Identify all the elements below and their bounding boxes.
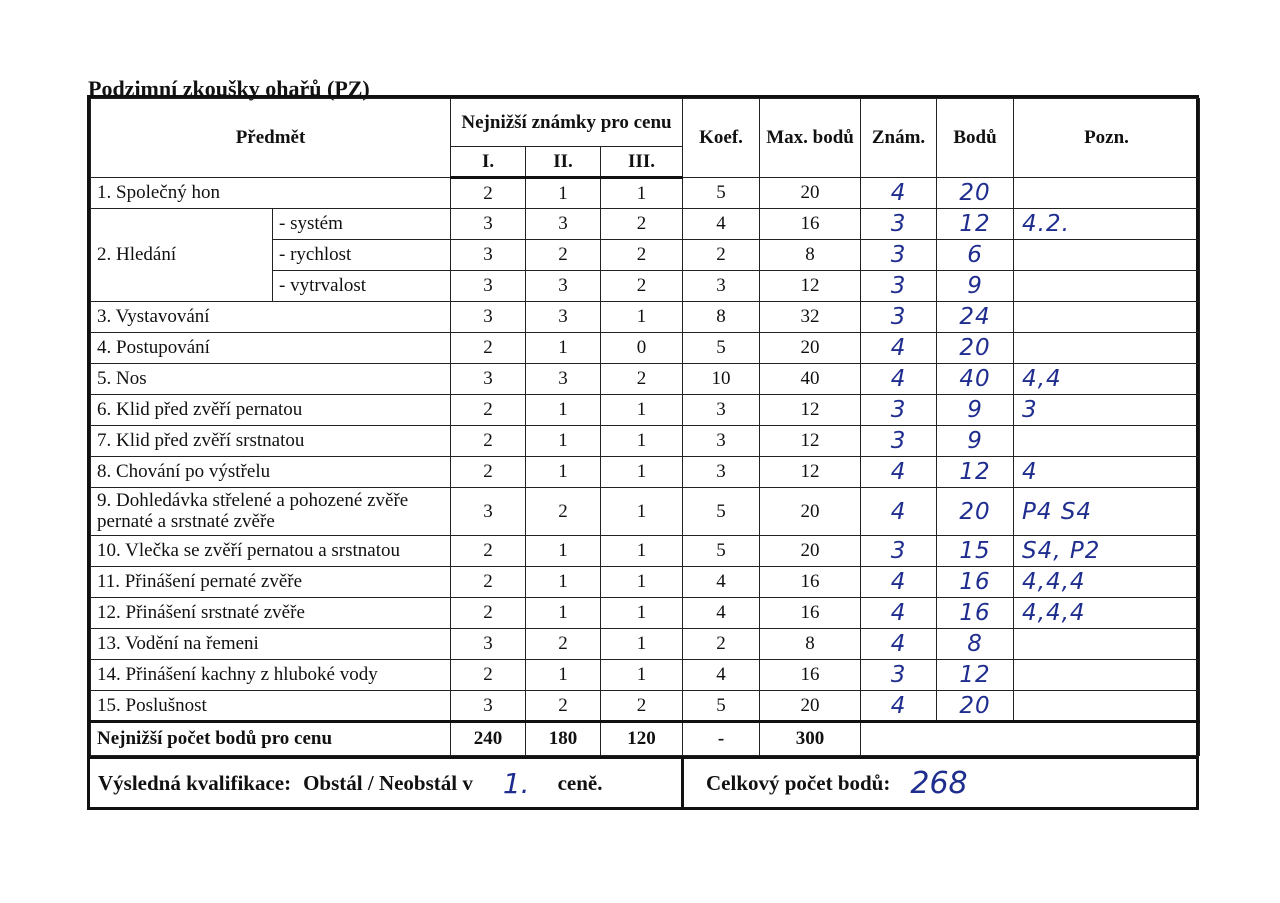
- cell-max: 8: [760, 629, 861, 660]
- row-subname: - vytrvalost: [273, 271, 451, 302]
- cell-pozn: 4,4: [1014, 364, 1200, 395]
- cell-max: 20: [760, 333, 861, 364]
- table-row: [91, 488, 1200, 536]
- cell-max: 12: [760, 457, 861, 488]
- summary-cena-2: 180: [526, 722, 601, 756]
- total-value: 268: [910, 765, 968, 801]
- cell-cena-1: 2: [451, 333, 526, 364]
- cell-cena-3: 1: [601, 629, 683, 660]
- cell-max: 16: [760, 660, 861, 691]
- cell-cena-1: 3: [451, 240, 526, 271]
- cell-znam: 4: [861, 364, 937, 395]
- summary-max: 300: [760, 722, 861, 756]
- summary-cena-3: 120: [601, 722, 683, 756]
- table-row: [91, 209, 1200, 240]
- cell-max: 16: [760, 567, 861, 598]
- cell-cena-3: 2: [601, 240, 683, 271]
- cell-cena-2: 1: [526, 660, 601, 691]
- cell-bodu: 20: [937, 178, 1014, 209]
- cell-max: 20: [760, 178, 861, 209]
- cell-znam: 3: [861, 660, 937, 691]
- cell-bodu: 6: [937, 240, 1014, 271]
- header-bodu: Bodů: [937, 99, 1014, 178]
- score-sheet: [87, 95, 1199, 810]
- cell-cena-3: 1: [601, 536, 683, 567]
- cell-bodu: 20: [937, 488, 1014, 536]
- cell-koef: 5: [683, 488, 760, 536]
- cell-bodu: 20: [937, 333, 1014, 364]
- cell-bodu: 40: [937, 364, 1014, 395]
- cell-koef: 4: [683, 209, 760, 240]
- cell-koef: 4: [683, 567, 760, 598]
- cell-cena-1: 2: [451, 598, 526, 629]
- table-row: [91, 457, 1200, 488]
- header-cena-1: I.: [451, 147, 526, 178]
- cell-cena-2: 1: [526, 457, 601, 488]
- cell-pozn: [1014, 240, 1200, 271]
- summary-cena-1: 240: [451, 722, 526, 756]
- cell-koef: 5: [683, 536, 760, 567]
- cell-znam: 4: [861, 691, 937, 722]
- cell-pozn: [1014, 426, 1200, 457]
- cell-znam: 4: [861, 488, 937, 536]
- cell-cena-3: 1: [601, 178, 683, 209]
- cell-cena-3: 1: [601, 567, 683, 598]
- cell-pozn: 3: [1014, 395, 1200, 426]
- cell-pozn: 4,4,4: [1014, 598, 1200, 629]
- prize-value: 1.: [502, 766, 530, 800]
- cell-bodu: 15: [937, 536, 1014, 567]
- table-row: [91, 629, 1200, 660]
- cell-znam: 4: [861, 629, 937, 660]
- cell-cena-1: 2: [451, 660, 526, 691]
- row-name: 8. Chování po výstřelu: [91, 457, 451, 488]
- table-row: [91, 302, 1200, 333]
- cell-koef: 8: [683, 302, 760, 333]
- cell-bodu: 12: [937, 209, 1014, 240]
- cell-cena-2: 1: [526, 333, 601, 364]
- cell-znam: 3: [861, 426, 937, 457]
- cell-koef: 2: [683, 629, 760, 660]
- cell-pozn: [1014, 333, 1200, 364]
- cell-cena-1: 3: [451, 488, 526, 536]
- summary-row: [91, 722, 1200, 756]
- cell-cena-2: 2: [526, 691, 601, 722]
- row-name: 7. Klid před zvěří srstnatou: [91, 426, 451, 457]
- cell-cena-1: 3: [451, 629, 526, 660]
- cell-pozn: [1014, 302, 1200, 333]
- cell-znam: 3: [861, 302, 937, 333]
- cell-cena-1: 3: [451, 364, 526, 395]
- row-name: 10. Vlečka se zvěří pernatou a srstnatou: [91, 536, 451, 567]
- cell-cena-3: 1: [601, 660, 683, 691]
- cell-cena-2: 1: [526, 395, 601, 426]
- row-name: 15. Poslušnost: [91, 691, 451, 722]
- cell-koef: 10: [683, 364, 760, 395]
- cell-cena-2: 1: [526, 536, 601, 567]
- cell-bodu: 12: [937, 660, 1014, 691]
- header-pozn: Pozn.: [1014, 99, 1200, 178]
- table-row: [91, 691, 1200, 722]
- cell-pozn: [1014, 629, 1200, 660]
- cell-max: 20: [760, 488, 861, 536]
- cell-bodu: 9: [937, 426, 1014, 457]
- cell-cena-2: 3: [526, 302, 601, 333]
- cell-pozn: S4, P2: [1014, 536, 1200, 567]
- cell-max: 40: [760, 364, 861, 395]
- row-name: 1. Společný hon: [91, 178, 451, 209]
- row-subname: - rychlost: [273, 240, 451, 271]
- cell-cena-2: 1: [526, 178, 601, 209]
- cell-znam: 3: [861, 536, 937, 567]
- cell-cena-2: 1: [526, 567, 601, 598]
- cell-cena-3: 1: [601, 426, 683, 457]
- cell-znam: 4: [861, 598, 937, 629]
- cell-cena-2: 2: [526, 240, 601, 271]
- cell-pozn: 4.2.: [1014, 209, 1200, 240]
- cell-koef: 3: [683, 426, 760, 457]
- header-cena-3: III.: [601, 147, 683, 178]
- cell-cena-1: 3: [451, 271, 526, 302]
- cell-max: 20: [760, 691, 861, 722]
- cell-koef: 5: [683, 333, 760, 364]
- cell-cena-2: 3: [526, 364, 601, 395]
- cell-bodu: 24: [937, 302, 1014, 333]
- cell-cena-2: 1: [526, 426, 601, 457]
- cell-cena-1: 2: [451, 426, 526, 457]
- cell-cena-3: 1: [601, 302, 683, 333]
- table-row: [91, 395, 1200, 426]
- cell-cena-1: 2: [451, 178, 526, 209]
- cell-pozn: P4 S4: [1014, 488, 1200, 536]
- row-name: 6. Klid před zvěří pernatou: [91, 395, 451, 426]
- row-subname: - systém: [273, 209, 451, 240]
- cell-cena-3: 0: [601, 333, 683, 364]
- table-row: [91, 598, 1200, 629]
- header-znam: Znám.: [861, 99, 937, 178]
- cell-znam: 3: [861, 395, 937, 426]
- row-name: 11. Přinášení pernaté zvěře: [91, 567, 451, 598]
- cell-koef: 3: [683, 395, 760, 426]
- cell-cena-3: 1: [601, 598, 683, 629]
- cell-cena-1: 2: [451, 457, 526, 488]
- final-qualification: [90, 759, 684, 807]
- table-row: [91, 364, 1200, 395]
- cell-cena-1: 3: [451, 691, 526, 722]
- cell-cena-2: 1: [526, 598, 601, 629]
- header-max: Max. bodů: [760, 99, 861, 178]
- cell-cena-3: 2: [601, 209, 683, 240]
- cell-cena-2: 2: [526, 629, 601, 660]
- cell-znam: 3: [861, 209, 937, 240]
- row-name: 2. Hledání: [91, 209, 273, 302]
- header-nejnizsi: Nejnižší známky pro cenu: [451, 99, 683, 147]
- cell-bodu: 12: [937, 457, 1014, 488]
- cell-koef: 4: [683, 598, 760, 629]
- cell-cena-1: 2: [451, 567, 526, 598]
- cell-cena-3: 2: [601, 271, 683, 302]
- header-predmet: Předmět: [91, 99, 451, 178]
- cell-koef: 5: [683, 691, 760, 722]
- total-points: [684, 759, 1196, 807]
- row-name: 3. Vystavování: [91, 302, 451, 333]
- summary-koef: -: [683, 722, 760, 756]
- row-name: 4. Postupování: [91, 333, 451, 364]
- cell-pozn: 4,4,4: [1014, 567, 1200, 598]
- cell-cena-2: 3: [526, 209, 601, 240]
- cell-cena-3: 1: [601, 488, 683, 536]
- header-koef: Koef.: [683, 99, 760, 178]
- table-row: [91, 660, 1200, 691]
- cell-max: 16: [760, 598, 861, 629]
- cell-koef: 3: [683, 271, 760, 302]
- cell-max: 12: [760, 426, 861, 457]
- cell-znam: 4: [861, 457, 937, 488]
- score-table: [90, 98, 1200, 756]
- cell-bodu: 9: [937, 395, 1014, 426]
- cell-znam: 3: [861, 271, 937, 302]
- cell-max: 20: [760, 536, 861, 567]
- table-row: [91, 333, 1200, 364]
- cell-max: 16: [760, 209, 861, 240]
- cell-cena-3: 1: [601, 457, 683, 488]
- footer: [90, 756, 1196, 807]
- cell-bodu: 16: [937, 598, 1014, 629]
- row-name: 12. Přinášení srstnaté zvěře: [91, 598, 451, 629]
- row-name: 5. Nos: [91, 364, 451, 395]
- qualification-label: Výsledná kvalifikace:: [98, 770, 292, 795]
- cell-znam: 4: [861, 333, 937, 364]
- row-name: 14. Přinášení kachny z hluboké vody: [91, 660, 451, 691]
- table-row: [91, 536, 1200, 567]
- cell-max: 12: [760, 395, 861, 426]
- cell-znam: 3: [861, 240, 937, 271]
- cell-pozn: [1014, 660, 1200, 691]
- obstal-label: Obstál / Neobstál v: [303, 770, 473, 795]
- cell-bodu: 20: [937, 691, 1014, 722]
- cell-pozn: [1014, 691, 1200, 722]
- table-row: [91, 426, 1200, 457]
- summary-empty: [861, 722, 1200, 756]
- table-row: [91, 567, 1200, 598]
- cell-cena-3: 2: [601, 364, 683, 395]
- cell-max: 8: [760, 240, 861, 271]
- cell-max: 12: [760, 271, 861, 302]
- cell-bodu: 16: [937, 567, 1014, 598]
- row-name: 13. Vodění na řemeni: [91, 629, 451, 660]
- cell-pozn: [1014, 178, 1200, 209]
- cell-bodu: 8: [937, 629, 1014, 660]
- cell-max: 32: [760, 302, 861, 333]
- cell-cena-1: 3: [451, 302, 526, 333]
- table-row: [91, 178, 1200, 209]
- cell-cena-1: 2: [451, 536, 526, 567]
- cell-znam: 4: [861, 567, 937, 598]
- cell-pozn: [1014, 271, 1200, 302]
- cell-koef: 4: [683, 660, 760, 691]
- cell-cena-2: 2: [526, 488, 601, 536]
- cell-cena-3: 2: [601, 691, 683, 722]
- cell-znam: 4: [861, 178, 937, 209]
- row-name: 9. Dohledávka střelené a pohozené zvěře pernaté a srstnaté zvěře: [91, 488, 451, 536]
- cene-label: ceně.: [557, 770, 603, 795]
- summary-label: Nejnižší počet bodů pro cenu: [91, 722, 451, 756]
- cell-koef: 2: [683, 240, 760, 271]
- page-title: Podzimní zkoušky ohařů (PZ): [88, 76, 370, 101]
- cell-koef: 5: [683, 178, 760, 209]
- cell-koef: 3: [683, 457, 760, 488]
- cell-bodu: 9: [937, 271, 1014, 302]
- cell-pozn: 4: [1014, 457, 1200, 488]
- cell-cena-1: 3: [451, 209, 526, 240]
- total-label: Celkový počet bodů:: [706, 770, 891, 795]
- cell-cena-2: 3: [526, 271, 601, 302]
- cell-cena-3: 1: [601, 395, 683, 426]
- header-cena-2: II.: [526, 147, 601, 178]
- cell-cena-1: 2: [451, 395, 526, 426]
